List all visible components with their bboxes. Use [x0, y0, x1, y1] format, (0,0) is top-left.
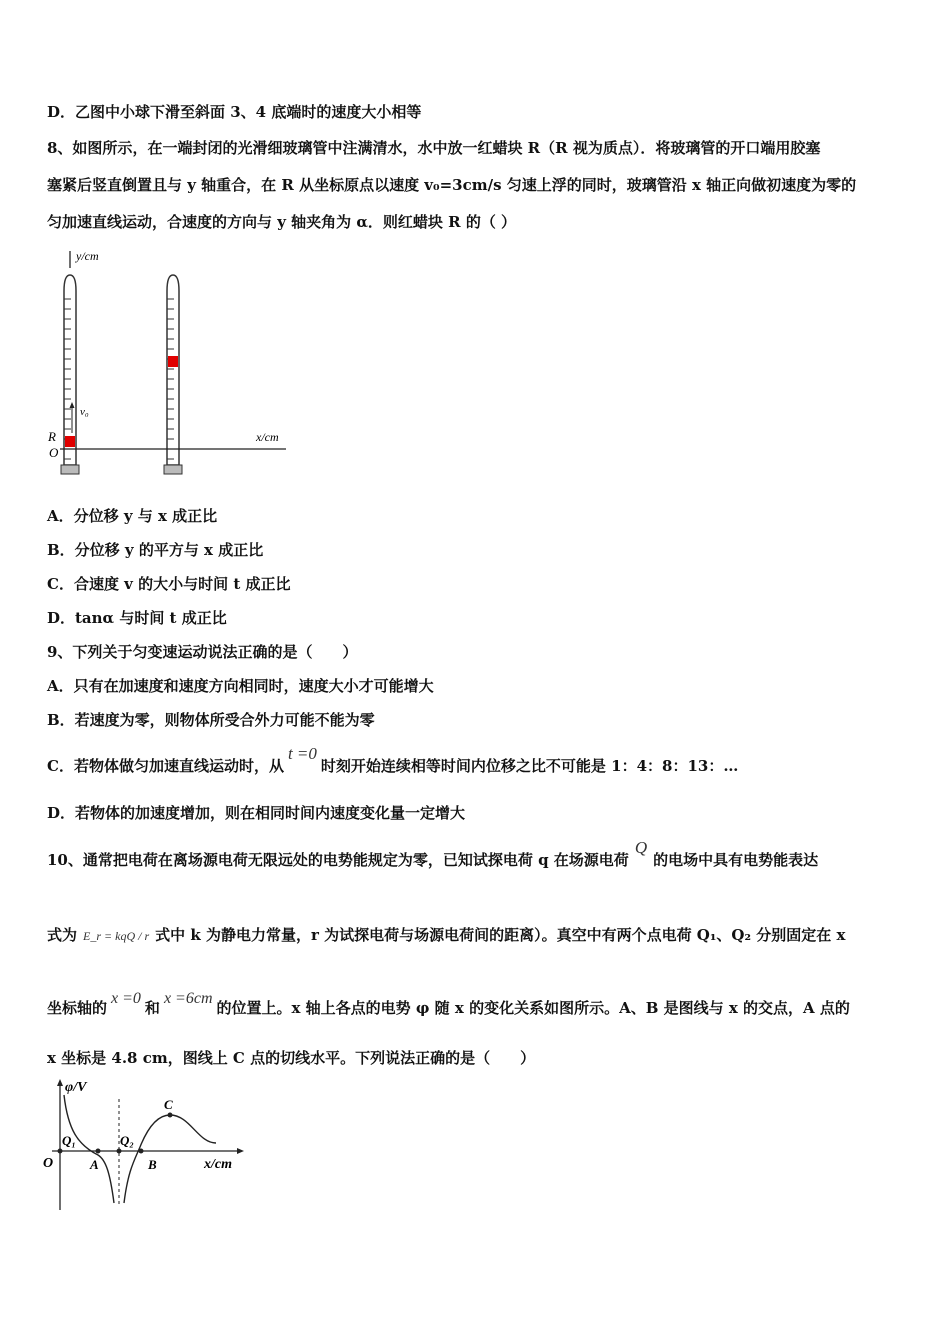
fig2-q2-label: Q₂ [120, 1133, 134, 1148]
q10-line2-text2: 式中 k 为静电力常量，r 为试探电荷与场源电荷间的距离）。真空中有两个点电荷 Q₁、Q₂ 分别固定在 x [155, 926, 846, 944]
fig1-v0-label: v₀ [80, 406, 89, 418]
q10-line1-text2: 的电场中具有电势能表达 [653, 851, 819, 869]
q10-stem-line4: x 坐标是 4.8 cm，图线上 C 点的切线水平。下列说法正确的是（ ） [47, 1049, 536, 1067]
fig1-y-label: y/cm [76, 249, 99, 263]
q10-line3-math2: x =6cm [163, 990, 213, 1007]
q9-option-c-text2: 时刻开始连续相等时间内位移之比不可能是 1：4：8：13：… [320, 757, 739, 775]
fig2-x-label: x/cm [204, 1157, 232, 1172]
fig2-y-label: φ/V [65, 1080, 87, 1095]
q9-option-b: B．若速度为零，则物体所受合外力可能不能为零 [47, 711, 375, 729]
q10-line3-and: 和 [144, 999, 160, 1017]
q10-line2-text1: 式为 [47, 926, 78, 944]
q7-option-d: D．乙图中小球下滑至斜面 3、4 底端时的速度大小相等 [47, 103, 422, 121]
q8-stem-line3: 匀加速直线运动，合速度的方向与 y 轴夹角为 α．则红蜡块 R 的（ ） [47, 213, 517, 231]
q10-stem-line2 [47, 924, 845, 945]
q9-option-a: A．只有在加速度和速度方向相同时，速度大小才可能增大 [47, 677, 434, 695]
q9-stem: 9、下列关于匀变速运动说法正确的是（ ） [47, 643, 358, 661]
potential-graph-figure [40, 1075, 250, 1215]
q8-option-c: C．合速度 v 的大小与时间 t 成正比 [47, 575, 291, 593]
fig2-a-label: A [90, 1157, 99, 1172]
q9-option-c [47, 744, 739, 776]
q10-line2-math: E_r = kqQ / r [83, 929, 150, 943]
q8-option-b: B．分位移 y 的平方与 x 成正比 [47, 541, 264, 559]
glass-tube-figure [44, 243, 294, 483]
q8-option-a: A．分位移 y 与 x 成正比 [47, 507, 218, 525]
q9-option-c-math: t =0 [287, 744, 317, 763]
fig1-o-label: O [49, 445, 59, 460]
fig2-q1-label: Q₁ [62, 1133, 76, 1148]
q8-stem-line1: 8、如图所示，在一端封闭的光滑细玻璃管中注满清水，水中放一红蜡块 R（R 视为质点）．将玻璃管的开口端用胶塞 [47, 139, 821, 157]
red-wax-block-start [65, 436, 75, 447]
q9-option-c-text1: C．若物体做匀加速直线运动时，从 [47, 757, 284, 775]
q10-stem-line1 [47, 838, 819, 870]
q10-line3-text1: 坐标轴的 [47, 999, 108, 1017]
fig2-o-label: O [43, 1156, 54, 1171]
fig1-x-label: x/cm [256, 430, 279, 444]
q10-line3-text2: 的位置上。x 轴上各点的电势 φ 随 x 的变化关系如图所示。A、B 是图线与 x 的交点，A 点的 [216, 999, 850, 1017]
fig1-r-label: R [48, 429, 56, 444]
fig2-c-label: C [164, 1097, 173, 1112]
q10-line1-math: Q [634, 838, 648, 857]
fig2-b-label: B [148, 1157, 157, 1172]
q9-option-d: D．若物体的加速度增加，则在相同时间内速度变化量一定增大 [47, 804, 466, 822]
q10-stem-line3 [47, 990, 850, 1018]
q10-line3-math1: x =0 [111, 990, 141, 1007]
red-wax-block-later [168, 356, 178, 367]
q8-stem-line2: 塞紧后竖直倒置且与 y 轴重合，在 R 从坐标原点以速度 v₀=3cm/s 匀速上浮的同时，玻璃管沿 x 轴正向做初速度为零的 [47, 176, 857, 194]
q8-option-d: D．tanα 与时间 t 成正比 [47, 609, 227, 627]
q10-line1-text1: 10、通常把电荷在离场源电荷无限远处的电势能规定为零，已知试探电荷 q 在场源电荷 [47, 851, 629, 869]
